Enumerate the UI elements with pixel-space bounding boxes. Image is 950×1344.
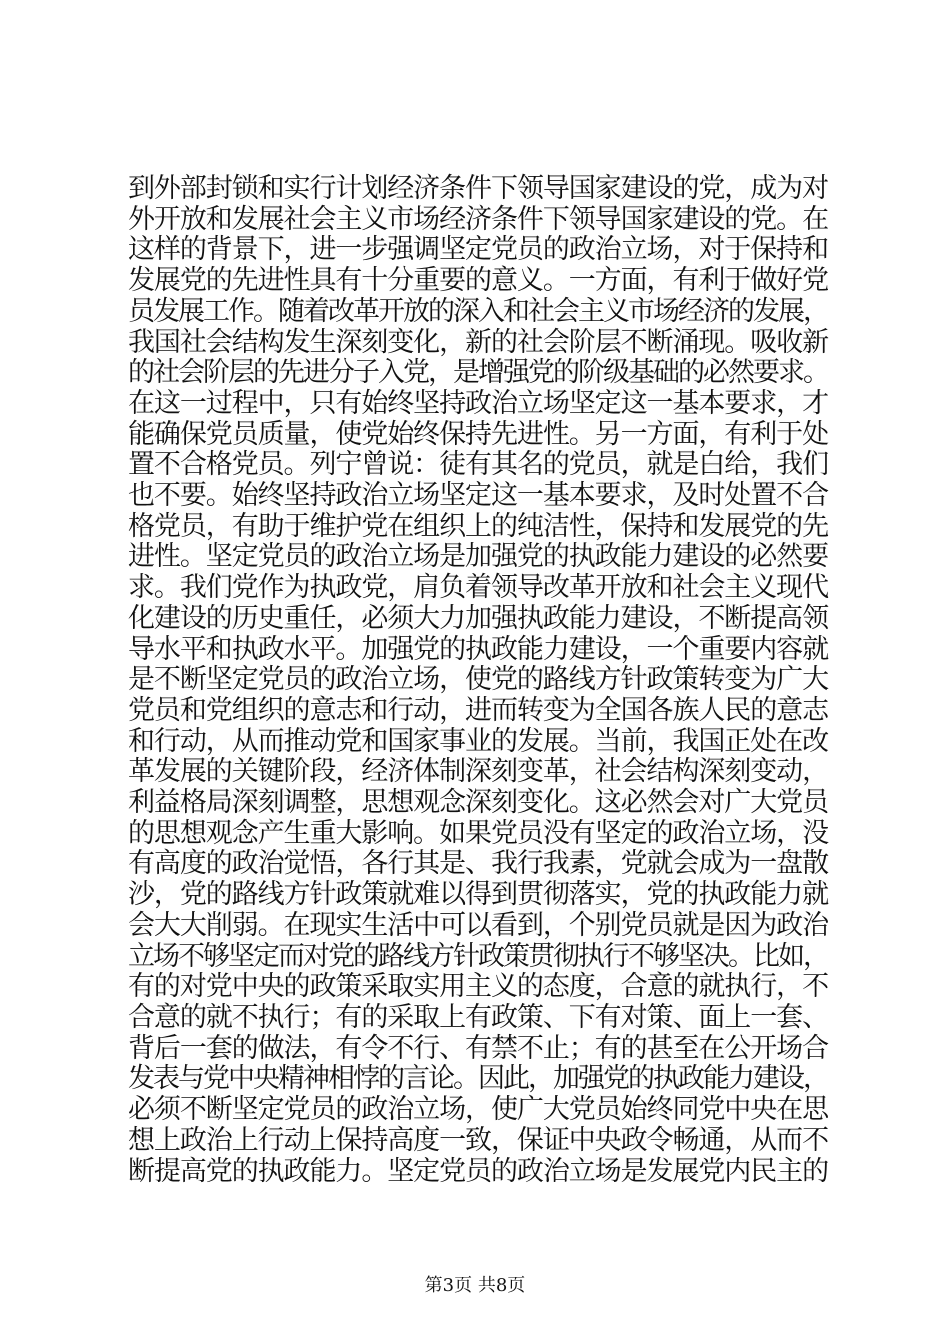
text-line: 求。我们党作为执政党，肩负着领导改革开放和社会主义现代 — [128, 572, 828, 604]
text-line: 能确保党员质量，使党始终保持先进性。另一方面，有利于处 — [128, 418, 828, 450]
text-line: 会大大削弱。在现实生活中可以看到，个别党员就是因为政治 — [128, 909, 828, 941]
text-line: 背后一套的做法，有令不行、有禁不止；有的甚至在公开场合 — [128, 1032, 828, 1064]
text-line: 利益格局深刻调整，思想观念深刻变化。这必然会对广大党员 — [128, 787, 828, 819]
text-line: 导水平和执政水平。加强党的执政能力建设，一个重要内容就 — [128, 633, 828, 665]
page-footer: 第3页 共8页 — [424, 1275, 526, 1296]
text-line: 和行动，从而推动党和国家事业的发展。当前，我国正处在改 — [128, 725, 828, 757]
text-line: 立场不够坚定而对党的路线方针政策贯彻执行不够坚决。比如， — [128, 940, 828, 972]
text-line: 到外部封锁和实行计划经济条件下领导国家建设的党，成为对 — [128, 173, 828, 204]
text-line: 断提高党的执政能力。坚定党员的政治立场是发展党内民主的 — [128, 1155, 828, 1187]
text-line: 有高度的政治觉悟，各行其是、我行我素，党就会成为一盘散 — [128, 848, 828, 880]
text-line: 格党员，有助于维护党在组织上的纯洁性，保持和发展党的先 — [128, 510, 828, 542]
text-line: 有的对党中央的政策采取实用主义的态度，合意的就执行，不 — [128, 971, 828, 1003]
text-line: 是不断坚定党员的政治立场，使党的路线方针政策转变为广大 — [128, 664, 828, 696]
text-line: 员发展工作。随着改革开放的深入和社会主义市场经济的发展， — [128, 295, 828, 327]
text-line: 的思想观念产生重大影响。如果党员没有坚定的政治立场，没 — [128, 817, 828, 849]
text-line: 必须不断坚定党员的政治立场，使广大党员始终同党中央在思 — [128, 1094, 828, 1126]
text-line: 党员和党组织的意志和行动，进而转变为全国各族人民的意志 — [128, 694, 828, 726]
body-text — [128, 174, 828, 1187]
text-line: 想上政治上行动上保持高度一致，保证中央政令畅通，从而不 — [128, 1124, 828, 1156]
text-line: 化建设的历史重任，必须大力加强执政能力建设，不断提高领 — [128, 602, 828, 634]
text-line: 外开放和发展社会主义市场经济条件下领导国家建设的党。在 — [128, 203, 828, 235]
text-line: 革发展的关键阶段，经济体制深刻变革，社会结构深刻变动， — [128, 756, 828, 788]
text-line: 这样的背景下，进一步强调坚定党员的政治立场，对于保持和 — [128, 234, 828, 266]
text-line: 沙，党的路线方针政策就难以得到贯彻落实，党的执政能力就 — [128, 879, 828, 911]
text-line: 置不合格党员。列宁曾说：徒有其名的党员，就是白给，我们 — [128, 449, 828, 481]
text-line: 也不要。始终坚持政治立场坚定这一基本要求，及时处置不合 — [128, 480, 828, 512]
text-line: 的社会阶层的先进分子入党，是增强党的阶级基础的必然要求。 — [128, 357, 828, 389]
text-line: 发表与党中央精神相悖的言论。因此，加强党的执政能力建设， — [128, 1063, 828, 1095]
text-line: 发展党的先进性具有十分重要的意义。一方面，有利于做好党 — [128, 265, 828, 297]
text-line: 我国社会结构发生深刻变化，新的社会阶层不断涌现。吸收新 — [128, 326, 828, 358]
text-line: 进性。坚定党员的政治立场是加强党的执政能力建设的必然要 — [128, 541, 828, 573]
text-line: 合意的就不执行；有的采取上有政策、下有对策、面上一套、 — [128, 1001, 828, 1033]
text-line: 在这一过程中，只有始终坚持政治立场坚定这一基本要求，才 — [128, 387, 828, 419]
